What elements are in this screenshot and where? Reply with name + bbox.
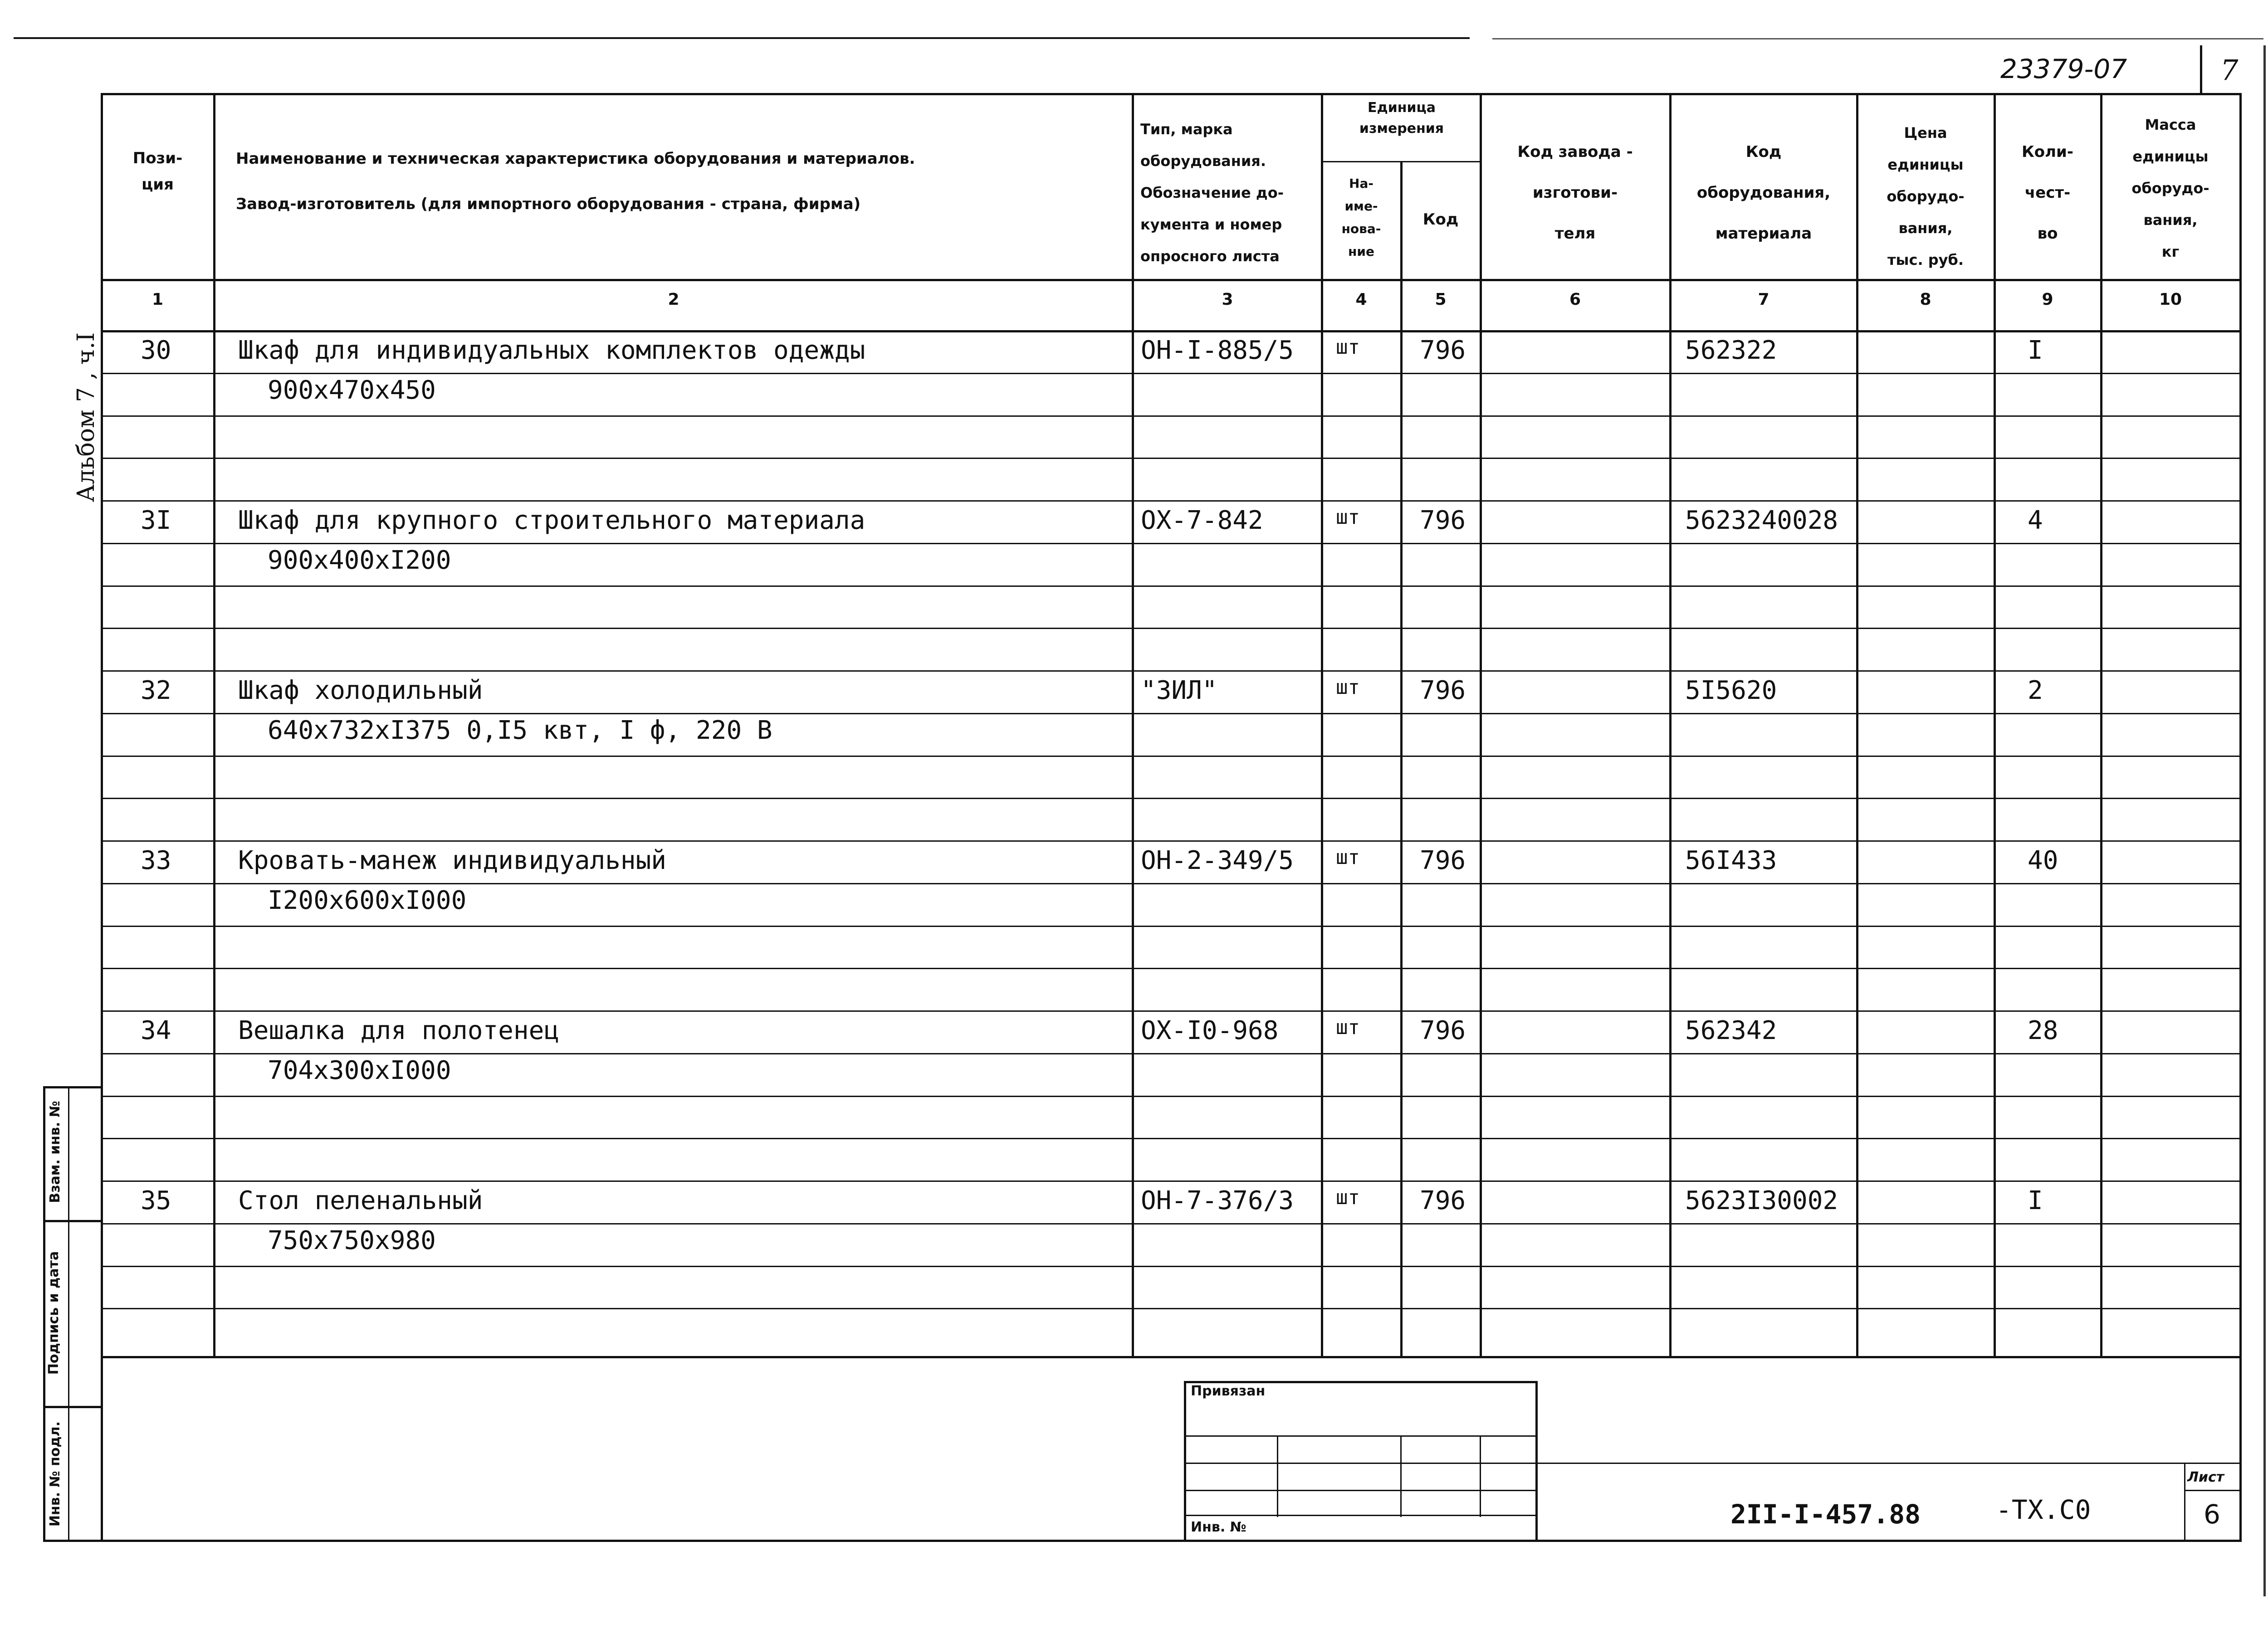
row-line [101,926,2242,927]
cell-type: ОХ-7-842 [1141,506,1263,535]
privyazan-line-2 [1184,1463,1538,1464]
colnum-9: 9 [2042,290,2053,309]
album-side-label: Альбом 7 , ч.I [73,332,100,502]
row-line [101,585,2242,587]
cell-unit-code: 796 [1420,506,1466,535]
privyazan-line-1 [1184,1435,1538,1437]
row-line [101,500,2242,502]
row-line [101,458,2242,459]
cell-name: Шкаф для крупного строительного материала [238,506,865,535]
header-bottom [101,279,2242,281]
cell-unit-code: 796 [1420,1016,1466,1045]
cell-quantity: I [2028,336,2043,365]
left-stamp-inner [68,1086,69,1542]
header-type: Тип, марка оборудования. Обозначение до- кумента и номер опросного листа [1140,121,1284,265]
table-right [2239,93,2242,1542]
header-factory-code: Код завода - изготови- теля [1517,143,1633,243]
table-left [101,93,103,1542]
stamp-inv-podl: Инв. № подл. [47,1421,63,1527]
col-div-3 [1321,93,1323,1358]
sheet-box-left [2184,1463,2185,1542]
right-edge [2263,45,2266,1596]
cell-unit-code: 796 [1420,846,1466,875]
colnum-8: 8 [1920,290,1931,309]
col-div-6 [1669,93,1672,1358]
col-div-7 [1856,93,1858,1358]
row-line [101,543,2242,544]
col-div-8 [1994,93,1996,1358]
header-unit-name: На- име- нова- ние [1341,176,1381,259]
colnum-bottom [101,330,2242,332]
row-line [101,1010,2242,1012]
cell-code: 5623240028 [1685,506,1838,535]
cell-name: Шкаф для индивидуальных комплектов одежды [238,336,865,365]
header-position: Пози- ция [132,149,183,194]
cell-unit: шт [1336,336,1360,359]
cell-position: 34 [141,1016,171,1045]
privyazan-label: Привязан [1191,1383,1266,1399]
document-number: 23379-07 [2000,54,2127,84]
cell-quantity: 40 [2028,846,2058,875]
table-bottom [101,1356,2242,1358]
unit-group-divider [1321,161,1482,162]
header-name: Наименование и техническая характеристика оборудования и материалов. Завод-изготовитель (для импортного оборудования - страна, фирма) [236,150,915,213]
privyazan-col-1 [1277,1435,1278,1517]
cell-unit: шт [1336,1016,1360,1039]
cell-name: Кровать-манеж индивидуальный [238,846,667,875]
cell-quantity: 28 [2028,1016,2058,1045]
cell-unit: шт [1336,846,1360,869]
sheet-label: Лист [2187,1469,2224,1485]
cell-dimensions: 900х400хI200 [268,545,451,575]
header-mass: Масса единицы оборудо- вания, кг [2131,116,2209,260]
row-line [101,883,2242,884]
cell-unit: шт [1336,1186,1360,1209]
designation: 2II-I-457.88 [1730,1499,1921,1530]
colnum-10: 10 [2159,290,2182,309]
col-div-5 [1480,93,1482,1358]
cell-type: "ЗИЛ" [1141,676,1217,705]
row-line [101,968,2242,969]
cell-code: 562342 [1685,1016,1777,1045]
cell-quantity: 4 [2028,506,2043,535]
row-line [101,670,2242,672]
header-unit-code: Код [1422,210,1459,229]
cell-name: Вешалка для полотенец [238,1016,560,1045]
table-top [101,93,2242,95]
cell-code: 56I433 [1685,846,1777,875]
privyazan-left [1184,1381,1186,1542]
privyazan-col-2 [1400,1435,1402,1517]
cell-position: 35 [141,1186,171,1215]
cell-name: Шкаф холодильный [238,676,483,705]
row-line [101,1266,2242,1267]
row-line [101,756,2242,757]
header-quantity: Коли- чест- во [2022,143,2073,243]
row-line [101,1308,2242,1309]
page-number: 7 [2220,54,2239,87]
colnum-3: 3 [1222,290,1233,309]
row-line [101,713,2242,714]
privyazan-col-3 [1480,1435,1481,1517]
cell-unit-code: 796 [1420,336,1466,365]
designation-suffix: -ТХ.С0 [1996,1494,2091,1525]
header-price: Цена единицы оборудо- вания, тыс. руб. [1887,124,1965,268]
cell-code: 5I5620 [1685,676,1777,705]
cell-type: ОН-7-376/3 [1141,1186,1294,1215]
cell-dimensions: 704х300хI000 [268,1055,451,1085]
cell-unit-code: 796 [1420,1186,1466,1215]
cell-position: 3I [141,506,171,535]
header-equipment-code: Код оборудования, материала [1696,143,1831,243]
row-line [101,840,2242,842]
cell-unit: шт [1336,506,1360,529]
col-div-1 [213,93,215,1358]
row-line [101,1223,2242,1224]
privyazan-right [1535,1381,1538,1542]
row-line [101,1138,2242,1139]
col-div-9 [2100,93,2102,1358]
cell-dimensions: 750х750х980 [268,1225,436,1255]
frame-bottom [43,1540,2242,1542]
colnum-4: 4 [1355,290,1367,309]
colnum-6: 6 [1569,290,1581,309]
inv-no-label: Инв. № [1191,1519,1246,1535]
cell-position: 32 [141,676,171,705]
colnum-1: 1 [152,290,164,309]
stamp-vzam-inv: Взам. инв. № [47,1101,63,1203]
title-block-top [1535,1463,2241,1464]
colnum-2: 2 [668,290,679,309]
stamp-podpis-data: Подпись и дата [46,1251,62,1375]
row-line [101,1096,2242,1097]
privyazan-line-4 [1184,1515,1538,1516]
page-box-divider [2200,45,2202,95]
top-rule-right [1492,38,2263,39]
cell-quantity: I [2028,1186,2043,1215]
cell-dimensions: I200х600хI000 [268,885,467,915]
sheet-number: 6 [2204,1499,2220,1530]
top-rule [14,37,1470,39]
cell-quantity: 2 [2028,676,2043,705]
sheet-box-div [2184,1490,2241,1491]
colnum-7: 7 [1758,290,1769,309]
row-line [101,798,2242,799]
row-line [101,373,2242,374]
cell-unit-code: 796 [1420,676,1466,705]
cell-type: ОН-2-349/5 [1141,846,1294,875]
row-line [101,628,2242,629]
cell-dimensions: 900х470х450 [268,375,436,405]
privyazan-line-3 [1184,1490,1538,1491]
row-line [101,1180,2242,1182]
colnum-5: 5 [1435,290,1447,309]
cell-dimensions: 640х732хI375 0,I5 квт, I ф, 220 В [268,715,772,745]
cell-code: 562322 [1685,336,1777,365]
col-div-4 [1400,161,1403,1358]
cell-position: 33 [141,846,171,875]
col-div-2 [1132,93,1134,1358]
cell-unit: шт [1336,676,1360,699]
header-unit-group: Единица измерения [1359,100,1444,137]
row-line [101,415,2242,417]
cell-name: Стол пеленальный [238,1186,483,1215]
row-line [101,1053,2242,1054]
cell-code: 5623I30002 [1685,1186,1838,1215]
cell-type: ОХ-I0-968 [1141,1016,1279,1045]
cell-position: 30 [141,336,171,365]
cell-type: ОН-I-885/5 [1141,336,1294,365]
